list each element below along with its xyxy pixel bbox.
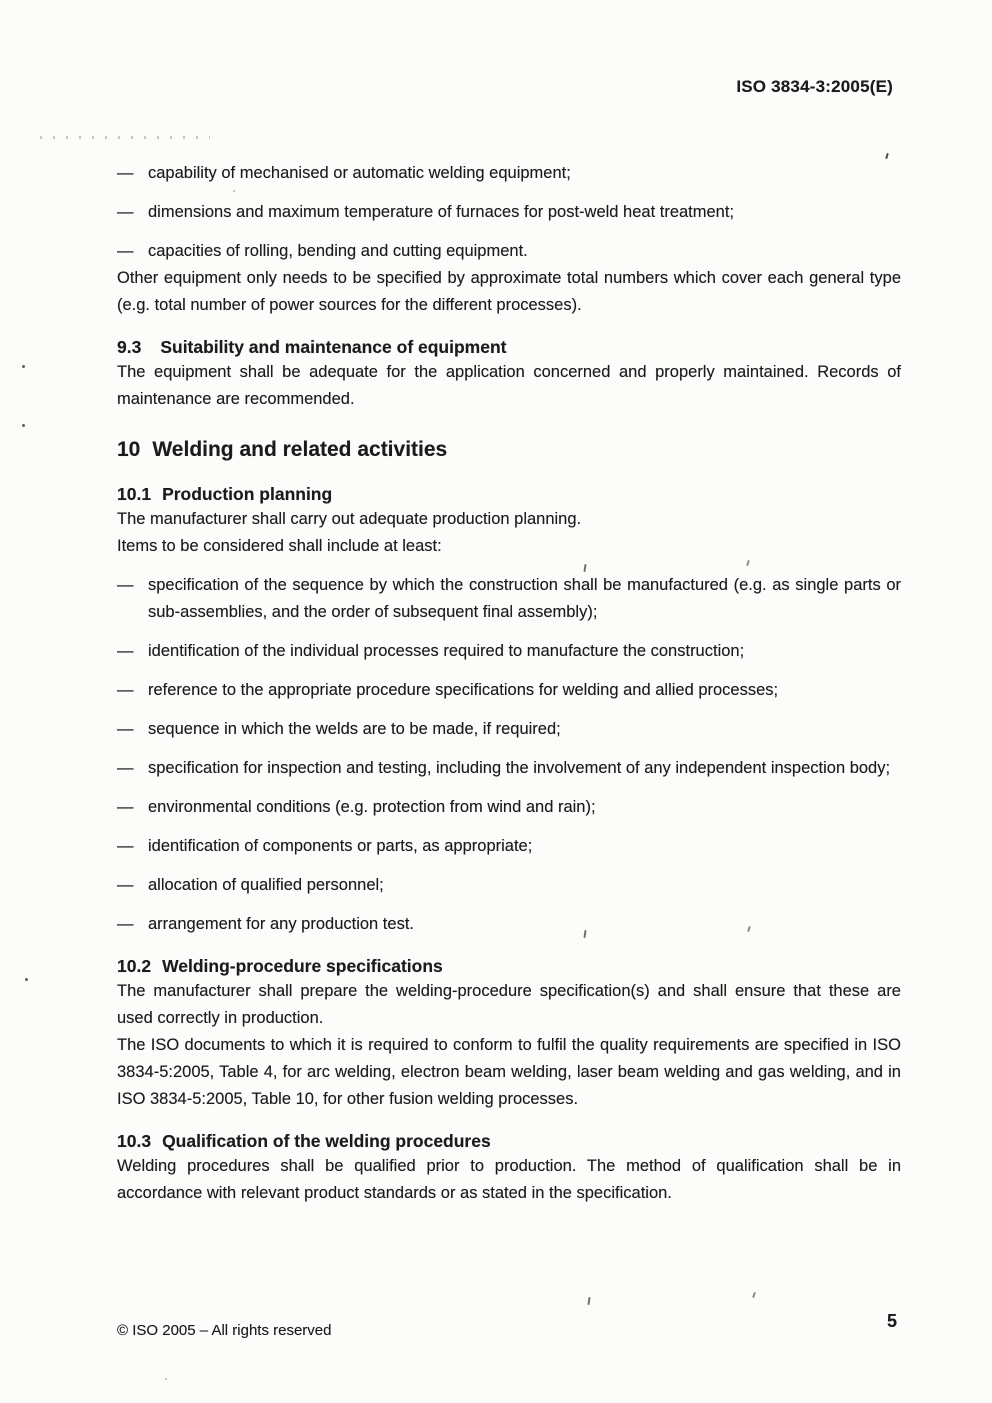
paragraph-wps-prepare: The manufacturer shall prepare the welding-procedure specification(s) and shall ensure that these are used correctly in production. bbox=[117, 982, 901, 1027]
section-heading-10-2 bbox=[117, 954, 901, 978]
list-item-text: dimensions and maximum temperature of furnaces for post-weld heat treatment; bbox=[148, 203, 735, 221]
dash-marker: — bbox=[117, 576, 134, 594]
scan-artifact-mark bbox=[752, 1292, 756, 1298]
scan-artifact-tick bbox=[587, 1297, 590, 1305]
list-item bbox=[117, 794, 901, 821]
section-heading-9-3 bbox=[117, 335, 901, 359]
list-item bbox=[117, 199, 901, 226]
section-title: Suitability and maintenance of equipment bbox=[160, 337, 507, 357]
list-item bbox=[117, 160, 901, 187]
paragraph-items-considered: Items to be considered shall include at least: bbox=[117, 537, 442, 555]
paragraph-production-planning: The manufacturer shall carry out adequate production planning. bbox=[117, 510, 582, 528]
list-item-text: specification of the sequence by which the construction shall be manufactured (e.g. as single parts or sub-assemblies, and the order of subsequent final assembly); bbox=[148, 576, 901, 621]
list-item-text: identification of components or parts, as appropriate; bbox=[148, 837, 533, 855]
page-header bbox=[736, 77, 893, 97]
production-planning-list bbox=[117, 572, 901, 938]
dash-marker: — bbox=[117, 759, 134, 777]
list-item bbox=[117, 572, 901, 626]
list-item bbox=[117, 677, 901, 704]
list-item-text: sequence in which the welds are to be made, if required; bbox=[148, 720, 561, 738]
list-item-text: reference to the appropriate procedure specifications for welding and allied processes; bbox=[148, 681, 779, 699]
list-item-text: specification for inspection and testing, including the involvement of any independent inspection body; bbox=[148, 759, 891, 777]
scan-artifact-dot bbox=[22, 424, 25, 427]
document-reference: ISO 3834-3:2005(E) bbox=[736, 77, 893, 96]
list-item bbox=[117, 755, 901, 782]
section-number: 10.3 bbox=[117, 1131, 152, 1151]
list-item-text: environmental conditions (e.g. protection from wind and rain); bbox=[148, 798, 596, 816]
list-item-text: arrangement for any production test. bbox=[148, 915, 414, 933]
equipment-requirements-list bbox=[117, 160, 901, 265]
section-title: Welding and related activities bbox=[152, 438, 448, 461]
dash-marker: — bbox=[117, 915, 134, 933]
dash-marker: — bbox=[117, 164, 134, 182]
paragraph-other-equipment: Other equipment only needs to be specified by approximate total numbers which cover each general type (e.g. total number of power sources for the different processes). bbox=[117, 269, 901, 314]
section-title: Production planning bbox=[162, 484, 333, 504]
paragraph-qualification: Welding procedures shall be qualified prior to production. The method of qualification shall be in accordance with relevant product standards or as stated in the specification. bbox=[117, 1157, 901, 1202]
section-title: Welding-procedure specifications bbox=[162, 956, 443, 976]
dash-marker: — bbox=[117, 242, 134, 260]
list-item bbox=[117, 872, 901, 899]
footer-copyright: © ISO 2005 – All rights reserved bbox=[117, 1322, 332, 1339]
list-item-text: identification of the individual processes required to manufacture the construction; bbox=[148, 642, 745, 660]
list-item-text: capacities of rolling, bending and cutting equipment. bbox=[148, 242, 528, 260]
scan-artifact-dot bbox=[25, 978, 28, 981]
list-item bbox=[117, 238, 901, 265]
list-item bbox=[117, 833, 901, 860]
section-number: 10.2 bbox=[117, 956, 152, 976]
section-heading-10-1 bbox=[117, 482, 901, 506]
dash-marker: — bbox=[117, 203, 134, 221]
section-heading-10-3 bbox=[117, 1129, 901, 1153]
section-number: 9.3 bbox=[117, 337, 142, 357]
list-item bbox=[117, 911, 901, 938]
dash-marker: — bbox=[117, 798, 134, 816]
list-item-text: capability of mechanised or automatic welding equipment; bbox=[148, 164, 571, 182]
page-number: 5 bbox=[886, 1311, 897, 1331]
paragraph-equipment-adequate: The equipment shall be adequate for the application concerned and properly maintained. Records of maintenance are recommended. bbox=[117, 363, 901, 408]
list-item-text: allocation of qualified personnel; bbox=[148, 876, 384, 894]
scan-artifact-dot bbox=[22, 365, 25, 368]
dash-marker: — bbox=[117, 642, 134, 660]
scan-artifact-speck bbox=[165, 1378, 167, 1380]
dash-marker: — bbox=[117, 720, 134, 738]
section-number: 10 bbox=[117, 438, 141, 461]
paragraph-iso-documents: The ISO documents to which it is required to conform to fulfil the quality requirements are specified in ISO 3834-5:2005, Table 4, for arc welding, electron beam welding, laser beam welding and gas welding, and in ISO 3834-5:2005, Table 10, for other fusion welding processes. bbox=[117, 1036, 901, 1108]
dash-marker: — bbox=[117, 876, 134, 894]
section-number: 10.1 bbox=[117, 484, 152, 504]
list-item bbox=[117, 716, 901, 743]
page-content bbox=[117, 97, 901, 1207]
section-title: Qualification of the welding procedures bbox=[162, 1131, 491, 1151]
dash-marker: — bbox=[117, 837, 134, 855]
section-heading-10 bbox=[117, 436, 901, 464]
dash-marker: — bbox=[117, 681, 134, 699]
list-item bbox=[117, 638, 901, 665]
